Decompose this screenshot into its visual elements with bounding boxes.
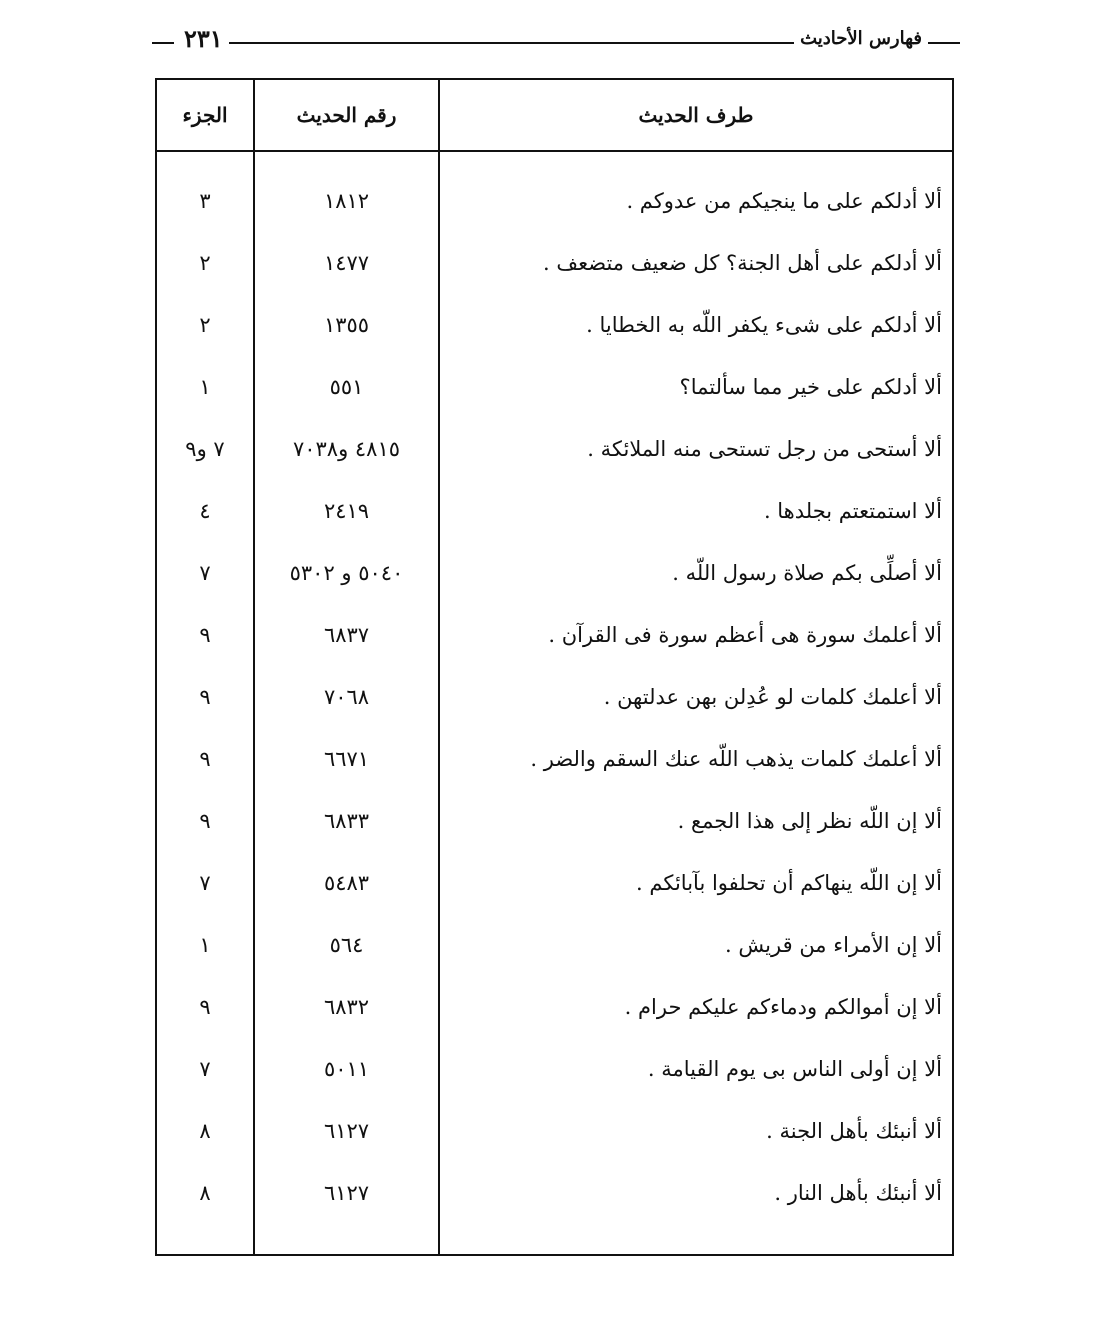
hadith-text-cell: ألا إن أولى الناس بى يوم القيامة . [647,1057,942,1081]
hadith-number-cell: ٦٦٧١ [323,747,370,771]
hadith-text-cell: ألا أنبئك بأهل النار . [774,1181,942,1205]
volume-cell: ٢ [199,251,211,275]
table-row [157,852,952,914]
hadith-number-cell: ٦١٢٧ [323,1181,370,1205]
table-row [157,790,952,852]
table-row [157,914,952,976]
hadith-text-cell: ألا استمتعتم بجلدها . [763,499,942,523]
hadith-text-cell: ألا أعلمك كلمات لو عُدِلن بهن عدلتهن . [603,685,942,709]
header-dash-left [152,42,174,44]
table-row [157,1100,952,1162]
table-row [157,604,952,666]
hadith-text-cell: ألا أعلمك سورة هى أعظم سورة فى القرآن . [548,623,942,647]
hadith-number-cell: ٥٦٤ [329,933,364,957]
column-header-volume: الجزء [182,103,228,127]
volume-cell: ٩ [199,747,211,771]
table-row [157,728,952,790]
hadith-number-cell: ٥٠٤٠ و ٥٣٠٢ [289,561,404,585]
hadith-number-cell: ٦٨٣٢ [323,995,370,1019]
table-row [157,294,952,356]
hadith-text-cell: ألا أستحى من رجل تستحى منه الملائكة . [587,437,942,461]
hadith-text-cell: ألا إن الأمراء من قريش . [725,933,942,957]
volume-cell: ٧ [199,561,211,585]
volume-cell: ٤ [199,499,211,523]
hadith-number-cell: ٥٤٨٣ [323,871,370,895]
table-row [157,1038,952,1100]
hadith-number-cell: ٦٨٣٧ [323,623,370,647]
hadith-text-cell: ألا إن اللّه ينهاكم أن تحلفوا بآبائكم . [636,871,942,895]
hadith-text-cell: ألا أدلكم على خير مما سألتما؟ [679,375,942,399]
volume-cell: ٣ [199,189,211,213]
hadith-text-cell: ألا أعلمك كلمات يذهب اللّه عنك السقم والضر . [530,747,942,771]
table-row [157,232,952,294]
table-row [157,542,952,604]
running-title: فهارس الأحاديث [794,28,928,49]
volume-cell: ٨ [199,1181,211,1205]
hadith-text-cell: ألا أدلكم على ما ينجيكم من عدوكم . [626,189,942,213]
hadith-number-cell: ٦٨٣٣ [323,809,370,833]
volume-cell: ٧ [199,871,211,895]
volume-cell: ١ [199,375,211,399]
hadith-number-cell: ٦١٢٧ [323,1119,370,1143]
volume-cell: ٩ [199,623,211,647]
volume-cell: ٧ [199,1057,211,1081]
volume-cell: ٩ [199,809,211,833]
hadith-text-cell: ألا إن اللّه نظر إلى هذا الجمع . [677,809,942,833]
table-body [157,170,952,1224]
table-row [157,976,952,1038]
hadith-number-cell: ٥٠١١ [323,1057,370,1081]
hadith-index-table [155,78,954,1256]
hadith-number-cell: ١٣٥٥ [323,313,370,337]
volume-cell: ١ [199,933,211,957]
volume-cell: ٢ [199,313,211,337]
hadith-text-cell: ألا أصلِّى بكم صلاة رسول اللّه . [672,561,942,585]
volume-cell: ٩ [199,685,211,709]
column-header-hadith-number: رقم الحديث [296,103,397,127]
hadith-number-cell: ١٨١٢ [323,189,370,213]
table-row [157,480,952,542]
table-row [157,418,952,480]
volume-cell: ٧ و٩ [185,437,225,461]
hadith-text-cell: ألا أدلكم على أهل الجنة؟ كل ضعيف متضعف . [543,251,942,275]
hadith-number-cell: ٤٨١٥ و٧٠٣٨ [292,437,401,461]
table-row [157,1162,952,1224]
hadith-number-cell: ٢٤١٩ [323,499,370,523]
volume-cell: ٩ [199,995,211,1019]
table-header-row [157,80,952,152]
volume-cell: ٨ [199,1119,211,1143]
table-row [157,666,952,728]
table-row [157,170,952,232]
hadith-text-cell: ألا إن أموالكم ودماءكم عليكم حرام . [624,995,942,1019]
hadith-number-cell: ١٤٧٧ [323,251,370,275]
table-row [157,356,952,418]
hadith-number-cell: ٥٥١ [329,375,364,399]
hadith-text-cell: ألا أدلكم على شىء يكفر اللّه به الخطايا . [586,313,942,337]
hadith-text-cell: ألا أنبئك بأهل الجنة . [766,1119,942,1143]
hadith-number-cell: ٧٠٦٨ [323,685,370,709]
column-header-hadith-text: طرف الحديث [638,103,754,127]
page-header [150,24,960,64]
page-number: ٢٣١ [178,24,229,53]
